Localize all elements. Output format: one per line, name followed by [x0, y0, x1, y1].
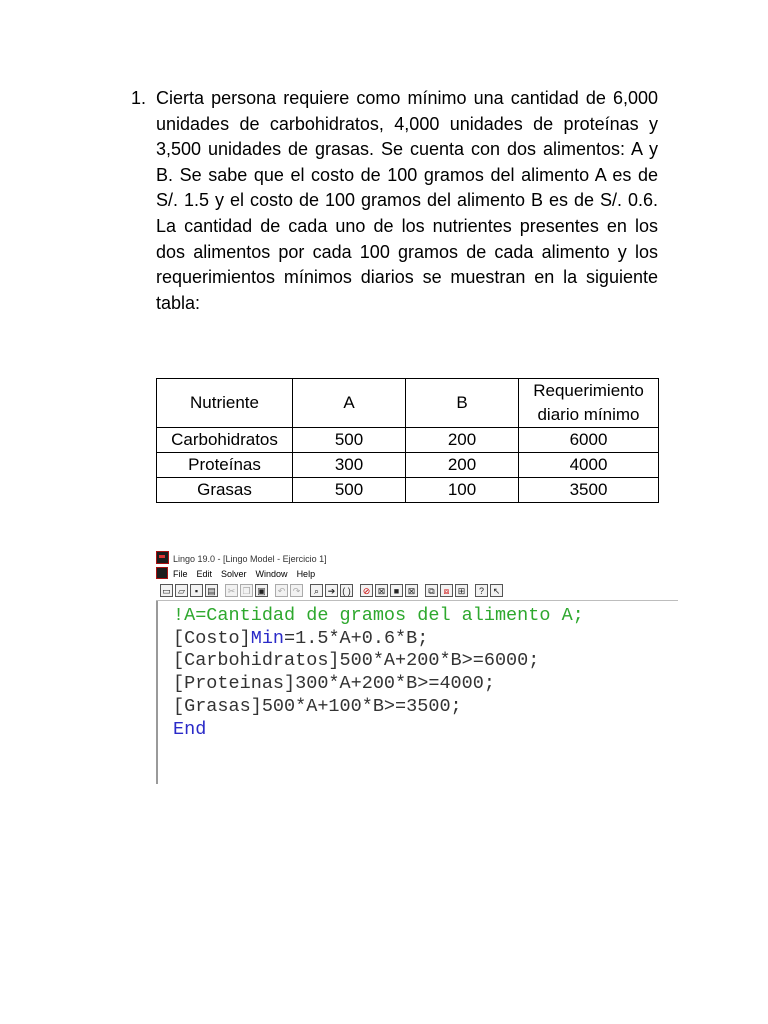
document-icon[interactable] [156, 567, 168, 579]
open-file-icon[interactable]: ▱ [175, 584, 188, 597]
objective-label: [Costo] [173, 627, 251, 649]
menu-bar [156, 567, 678, 582]
cell-b: 200 [406, 428, 519, 453]
model-code [173, 605, 584, 741]
header-a: A [293, 379, 406, 428]
problem-number: 1. [131, 88, 147, 108]
cell-req: 3500 [519, 478, 659, 503]
header-b: B [406, 379, 519, 428]
comment-line: !A=Cantidad de gramos del alimento A; [173, 605, 584, 626]
cell-a: 500 [293, 428, 406, 453]
close-windows-icon[interactable]: ⧈ [440, 584, 453, 597]
save-icon[interactable]: ▪ [190, 584, 203, 597]
tile-icon[interactable]: ⊞ [455, 584, 468, 597]
toolbar [156, 582, 678, 601]
carbohidratos-constraint: [Carbohidratos]500*A+200*B>=6000; [173, 650, 540, 672]
cell-a: 500 [293, 478, 406, 503]
problem-text: Cierta persona requiere como mínimo una cantidad de 6,000 unidades de carbohidratos, 4,000 unidades de proteínas y 3,500 unidades de grasas. Se cuenta con dos alimentos: A y B. Se sabe que el costo de 100 gramos del alimento A es de S/. 1.5 y el costo de 100 gramos del alimento B es de S/. 0.6. La cantidad de cada uno de los nutrientes presentes en los dos alimentos por cada 100 gramos de cada alimento y los requerimientos mínimos diarios se muestran en la siguiente tabla: [156, 88, 658, 313]
matrix-picture-icon[interactable]: ■ [390, 584, 403, 597]
min-keyword: Min [250, 627, 285, 649]
menu-solver[interactable]: Solver [221, 569, 247, 579]
table-header-row [157, 379, 659, 428]
cell-req: 4000 [519, 453, 659, 478]
cell-nutrient: Carbohidratos [157, 428, 293, 453]
table-row [157, 478, 659, 503]
window-title: Lingo 19.0 - [Lingo Model - Ejercicio 1] [173, 554, 327, 564]
window-titlebar [156, 551, 678, 567]
cell-nutrient: Grasas [157, 478, 293, 503]
lingo-app-icon [156, 551, 169, 564]
objective-expression: =1.5*A+0.6*B; [284, 627, 429, 649]
copy-icon[interactable]: ❐ [240, 584, 253, 597]
match-paren-icon[interactable]: ( ) [340, 584, 353, 597]
model-editor[interactable] [156, 601, 678, 784]
grasas-constraint: [Grasas]500*A+100*B>=3500; [173, 695, 462, 717]
solution-icon[interactable]: ⊠ [375, 584, 388, 597]
menu-edit[interactable]: Edit [196, 569, 213, 579]
nutrient-table [156, 378, 659, 503]
cell-nutrient: Proteínas [157, 453, 293, 478]
menu-help[interactable]: Help [296, 569, 316, 579]
send-to-back-icon[interactable]: ⧉ [425, 584, 438, 597]
close-all-icon[interactable]: ⊠ [405, 584, 418, 597]
print-icon[interactable]: ▤ [205, 584, 218, 597]
help-icon[interactable]: ? [475, 584, 488, 597]
end-keyword: End [173, 718, 207, 740]
header-requerimiento: Requerimiento diario mínimo [519, 379, 659, 428]
context-help-icon[interactable]: ↖ [490, 584, 503, 597]
menu-file[interactable]: File [173, 569, 188, 579]
table-row [157, 453, 659, 478]
lingo-window [156, 551, 678, 784]
undo-icon[interactable]: ↶ [275, 584, 288, 597]
cut-icon[interactable]: ✂ [225, 584, 238, 597]
new-file-icon[interactable]: ▭ [160, 584, 173, 597]
solve-icon[interactable]: ⊘ [360, 584, 373, 597]
table-row [157, 428, 659, 453]
redo-icon[interactable]: ↷ [290, 584, 303, 597]
cell-b: 200 [406, 453, 519, 478]
paste-icon[interactable]: ▣ [255, 584, 268, 597]
cell-a: 300 [293, 453, 406, 478]
menu-window[interactable]: Window [255, 569, 288, 579]
find-icon[interactable]: ⌕ [310, 584, 323, 597]
proteinas-constraint: [Proteinas]300*A+200*B>=4000; [173, 673, 495, 695]
goto-line-icon[interactable]: ➔ [325, 584, 338, 597]
cell-req: 6000 [519, 428, 659, 453]
header-nutriente: Nutriente [157, 379, 293, 428]
cell-b: 100 [406, 478, 519, 503]
